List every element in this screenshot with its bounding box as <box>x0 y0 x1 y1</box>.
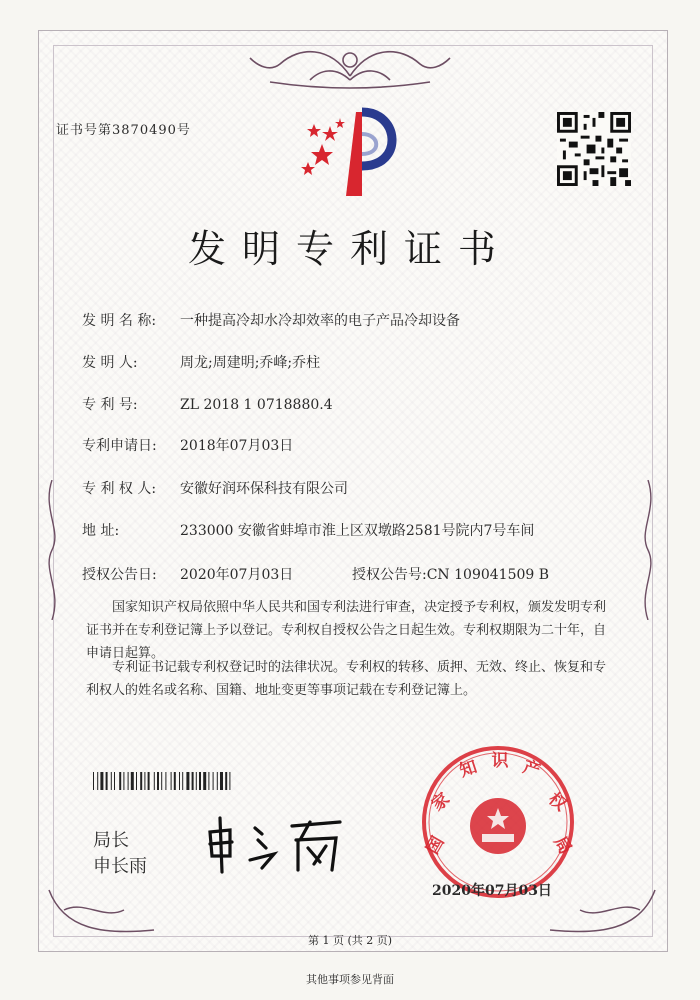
barcode-bar <box>131 772 134 790</box>
barcode-bar <box>119 772 121 790</box>
barcode-bar <box>220 772 223 790</box>
field-label: 专 利 号: <box>82 397 138 413</box>
field-value: ZL 2018 1 0718880.4 <box>180 397 333 413</box>
left-ornament <box>40 480 64 620</box>
field-label: 专 利 权 人: <box>82 481 157 497</box>
barcode-bar <box>179 772 180 790</box>
barcode-bar <box>140 772 142 790</box>
barcode-bar <box>213 772 214 790</box>
seal-char: 权 <box>544 789 571 816</box>
certificate-number: 证书号第3870490号 <box>56 123 191 138</box>
barcode-bar <box>161 772 162 790</box>
field-label: 发 明 名 称: <box>82 313 157 329</box>
barcode-bar <box>97 772 98 790</box>
field-value: 233000 安徽省蚌埠市淮上区双墩路2581号院内7号车间 <box>180 523 535 539</box>
seal-char: 局 <box>549 833 576 858</box>
field-value: 2018年07月03日 <box>180 438 294 454</box>
seal-char: 识 <box>491 751 509 771</box>
certificate-title: 发明专利证书 <box>187 227 512 271</box>
seal-char: 家 <box>427 789 454 816</box>
announce-no-label: 授权公告号: <box>352 567 427 583</box>
stamp-date: 2020年07月03日 <box>432 883 552 899</box>
barcode-bar <box>144 772 145 790</box>
barcode-bar <box>182 772 183 790</box>
field-patentee <box>82 478 348 498</box>
field-value: 一种提高冷却水冷却效率的电子产品冷却设备 <box>180 313 460 329</box>
barcode-bar <box>114 772 115 790</box>
barcode-bar <box>154 772 155 790</box>
barcode-bar <box>208 772 209 790</box>
field-application-date <box>82 435 293 455</box>
field-label: 地 址: <box>82 523 120 539</box>
qr-code <box>557 112 631 186</box>
signer-title: 局长 <box>93 830 129 851</box>
signature <box>200 810 350 880</box>
barcode-bar <box>229 772 230 790</box>
grant-paragraph: 国家知识产权局依照中华人民共和国专利法进行审查，决定授予专利权，颁发发明专利证书并在专利登记簿上予以登记。专利权自授权公告之日起生效。专利权期限为二十年，自申请日起算。 <box>86 600 607 661</box>
field-patent-number <box>82 394 333 414</box>
page-indicator: 第 1 页 (共 2 页) <box>307 934 393 947</box>
field-value: 安徽好润环保科技有限公司 <box>180 481 348 497</box>
barcode-bar <box>217 772 218 790</box>
barcode-bar <box>192 772 194 790</box>
cnipa-logo <box>300 104 410 200</box>
barcode-bar <box>225 772 227 790</box>
seal-char: 国 <box>422 833 449 858</box>
signer-name: 申长雨 <box>93 856 147 877</box>
announce-date-value: 2020年07月03日 <box>180 567 294 583</box>
field-invention-name <box>82 310 460 330</box>
barcode-bar <box>203 772 206 790</box>
seal-char: 知 <box>457 757 480 782</box>
legal-status-paragraph: 专利证书记载专利权登记时的法律状况。专利权的转移、质押、无效、终止、恢复和专利权人的姓名或名称、国籍、地址变更等事项记载在专利登记簿上。 <box>86 660 607 698</box>
barcode-bar <box>174 772 176 790</box>
field-label: 专利申请日: <box>82 438 157 454</box>
barcode-bar <box>186 772 189 790</box>
barcode-bar <box>171 772 172 790</box>
field-value: 周龙;周建明;乔峰;乔柱 <box>180 355 321 371</box>
field-announcement <box>82 564 549 584</box>
barcode-bar <box>148 772 150 790</box>
bottom-left-ornament <box>44 880 164 940</box>
seal-char: 产 <box>520 757 543 782</box>
right-ornament <box>636 480 660 620</box>
barcode-bar <box>100 772 103 790</box>
barcode-bar <box>196 772 197 790</box>
barcode-bar <box>106 772 108 790</box>
back-note: 其他事项参见背面 <box>306 973 394 986</box>
barcode-bar <box>199 772 201 790</box>
field-inventors <box>82 352 320 372</box>
barcode-bar <box>136 772 137 790</box>
barcode-bar <box>128 772 129 790</box>
barcode-bar <box>93 772 94 790</box>
barcode-bar <box>165 772 166 790</box>
official-seal <box>418 742 578 902</box>
announce-no-value: CN 109041509 B <box>426 567 550 583</box>
announce-date-label: 授权公告日: <box>82 567 157 583</box>
field-label: 发 明 人: <box>82 355 138 371</box>
barcode-bar <box>157 772 159 790</box>
barcode-bar <box>111 772 112 790</box>
top-ornament <box>240 36 460 92</box>
barcode <box>93 772 313 790</box>
barcode-bar <box>123 772 124 790</box>
field-address <box>82 520 534 540</box>
